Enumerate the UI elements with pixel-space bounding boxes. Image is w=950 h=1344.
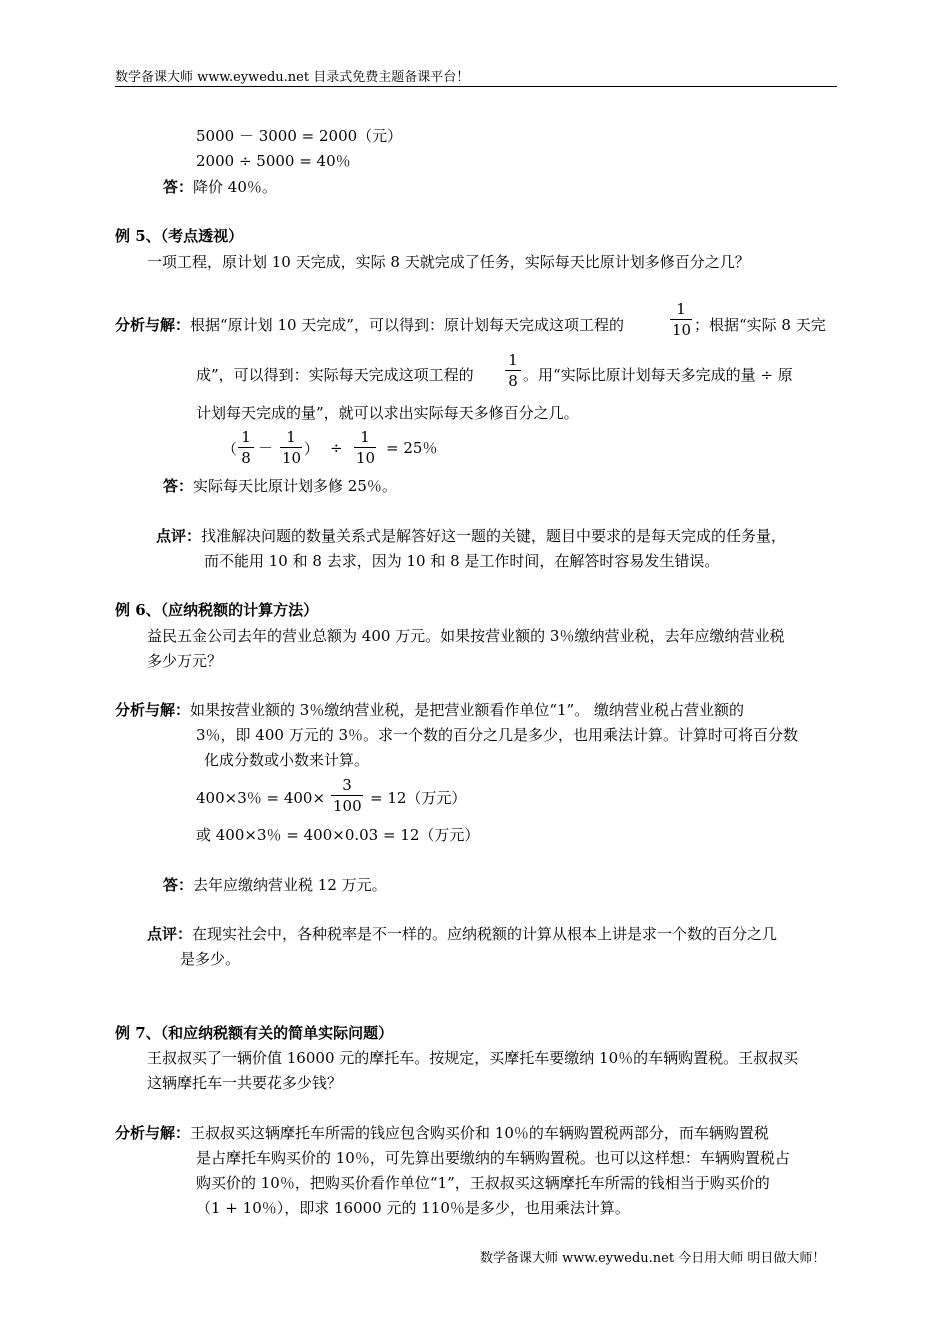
example-6-eq1-a: 400×3％ = 400× xyxy=(196,789,326,807)
example-6-problem-2: 多少万元？ xyxy=(147,652,223,670)
example-6-analysis-3: 化成分数或小数来计算。 xyxy=(204,751,370,769)
example-6-comment-1 xyxy=(147,924,777,944)
comment-text: 找准解决问题的数量关系式是解答好这一题的关键，题目中要求的是每天完成的任务量， xyxy=(201,527,787,545)
analysis-text: 如果按营业额的 3％缴纳营业税，是把营业额看作单位“1”。 缴纳营业税占营业额的 xyxy=(190,701,744,719)
eq-close-paren: ） xyxy=(304,440,320,458)
analysis-label: 分析与解： xyxy=(115,701,191,719)
example-6-analysis-1 xyxy=(115,700,744,720)
example-6-comment-2: 是多少。 xyxy=(180,950,241,968)
eq-open-paren: （ xyxy=(222,440,238,458)
answer-label: 答： xyxy=(163,178,194,196)
eq-fraction-1-8: 1 8 xyxy=(238,428,254,467)
comment-text: 在现实社会中，各种税率是不一样的。应纳税额的计算从根本上讲是求一个数的百分之几 xyxy=(192,925,778,943)
example-5-comment-1 xyxy=(156,526,786,546)
eq-fraction-1-10-b: 1 10 xyxy=(356,428,376,467)
analysis-label: 分析与解： xyxy=(115,316,191,334)
example-7-analysis-3: 购买价的 10％，把购买价看作单位“1”，王叔叔买这辆摩托车所需的钱相当于购买价的 xyxy=(196,1174,770,1192)
comment-label: 点评： xyxy=(156,527,202,545)
example-7-analysis-2: 是占摩托车购买价的 10％，可先算出要缴纳的车辆购置税。也可以这样想：车辆购置税占 xyxy=(196,1149,790,1167)
calc-line-2: 2000 ÷ 5000 = 40％ xyxy=(196,152,351,170)
example-5-answer xyxy=(163,476,397,496)
answer-text: 降价 40％。 xyxy=(193,178,277,196)
example-5-analysis-line-1 xyxy=(115,315,624,335)
example-6-eq2: 或 400×3％ = 400×0.03 = 12（万元） xyxy=(196,826,480,844)
example-6-eq1-b: = 12（万元） xyxy=(370,789,467,807)
example-5-analysis-line-1b: ；根据“实际 8 天完 xyxy=(694,316,826,334)
fraction-one-tenth: 1 10 xyxy=(672,300,692,339)
fraction-one-eighth: 1 8 xyxy=(505,351,521,390)
example-7-analysis-4: （1 + 10％），即求 16000 元的 110％是多少，也用乘法计算。 xyxy=(196,1199,630,1217)
analysis-label: 分析与解： xyxy=(115,1124,191,1142)
header-rule xyxy=(115,86,837,87)
analysis-text: 根据“原计划 10 天完成”，可以得到：原计划每天完成这项工程的 xyxy=(190,316,624,334)
example-5-analysis-line-3: 计划每天完成的量”，就可以求出实际每天多修百分之几。 xyxy=(196,404,579,422)
example-6-analysis-2: 3％，即 400 万元的 3％。求一个数的百分之几是多少，也用乘法计算。计算时可将百分数 xyxy=(196,726,799,744)
example-5-problem: 一项工程，原计划 10 天完成，实际 8 天就完成了任务，实际每天比原计划多修百分之几？ xyxy=(147,253,750,271)
answer-text: 去年应缴纳营业税 12 万元。 xyxy=(193,876,387,894)
example-7-problem-2: 这辆摩托车一共要花多少钱？ xyxy=(147,1074,343,1092)
example-7-analysis-1 xyxy=(115,1123,769,1143)
eq-divide: ÷ xyxy=(330,439,343,457)
comment-label: 点评： xyxy=(147,925,193,943)
eq-fraction-1-10: 1 10 xyxy=(282,428,302,467)
example-7-problem-1: 王叔叔买了一辆价值 16000 元的摩托车。按规定，买摩托车要缴纳 10％的车辆购置税。王叔叔买 xyxy=(147,1049,799,1067)
answer-label: 答： xyxy=(163,876,194,894)
page-header: 数学备课大师 www.eywedu.net 目录式免费主题备课平台！ xyxy=(115,70,470,85)
answer-label: 答： xyxy=(163,477,194,495)
fraction-3-100: 3 100 xyxy=(333,776,362,815)
example-6-problem-1: 益民五金公司去年的营业总额为 400 万元。如果按营业额的 3％缴纳营业税，去年应缴纳营业税 xyxy=(147,627,785,645)
page-footer: 数学备课大师 www.eywedu.net 今日用大师 明日做大师！ xyxy=(480,1251,826,1266)
example-7-title: 例 7、（和应纳税额有关的简单实际问题） xyxy=(115,1024,394,1042)
calc-line-1: 5000 － 3000 = 2000（元） xyxy=(196,127,403,145)
example-5-title: 例 5、（考点透视） xyxy=(115,227,244,245)
eq-result: = 25％ xyxy=(386,439,438,457)
example-6-title: 例 6、（应纳税额的计算方法） xyxy=(115,601,319,619)
example-5-analysis-line-2b: 。用“实际比原计划每天多完成的量 ÷ 原 xyxy=(523,366,793,384)
analysis-text: 王叔叔买这辆摩托车所需的钱应包含购买价和 10％的车辆购置税两部分，而车辆购置税 xyxy=(190,1124,769,1142)
answer-text: 实际每天比原计划多修 25％。 xyxy=(193,477,397,495)
answer-top xyxy=(163,177,277,197)
eq-minus: － xyxy=(258,439,274,457)
example-5-analysis-line-2: 成”，可以得到：实际每天完成这项工程的 xyxy=(196,366,474,384)
example-6-answer xyxy=(163,875,387,895)
example-5-comment-2: 而不能用 10 和 8 去求，因为 10 和 8 是工作时间，在解答时容易发生错误。 xyxy=(204,552,720,570)
